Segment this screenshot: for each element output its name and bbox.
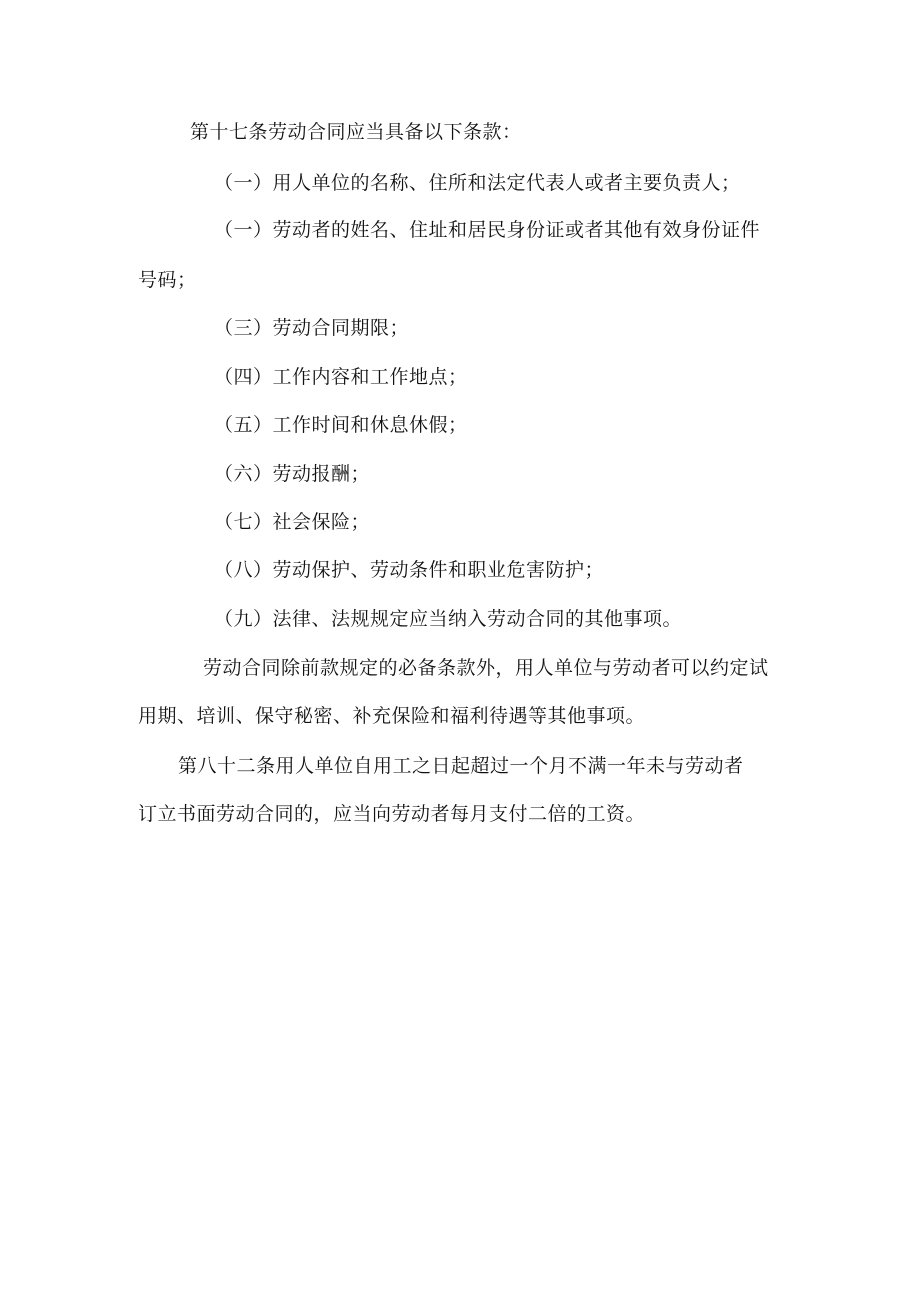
supplement-paragraph-line: 用期、培训、保守秘密、补充保险和福利待遇等其他事项。 (138, 705, 646, 727)
clause-item: （三）劳动合同期限； (214, 317, 410, 339)
clause-item: （一）用人单位的名称、住所和法定代表人或者主要负责人； (214, 172, 741, 194)
article-82-line: 订立书面劳动合同的，应当向劳动者每月支付二倍的工资。 (138, 803, 646, 825)
clause-item: （八）劳动保护、劳动条件和职业危害防护； (214, 559, 605, 581)
clause-item: （五）工作时间和休息休假； (214, 414, 468, 436)
clause-item: （一）劳动者的姓名、住址和居民身份证或者其他有效身份证件 (214, 219, 761, 241)
clause-item: （六）劳动报酬； (214, 463, 371, 485)
article-17-heading: 第十七条劳动合同应当具备以下条款： (190, 121, 522, 143)
clause-item: （四）工作内容和工作地点； (214, 366, 468, 388)
article-82-line: 第八十二条用人单位自用工之日起超过一个月不满一年未与劳动者 (178, 755, 744, 777)
clause-item: （九）法律、法规规定应当纳入劳动合同的其他事项。 (214, 608, 683, 630)
supplement-paragraph-line: 劳动合同除前款规定的必备条款外，用人单位与劳动者可以约定试 (203, 657, 769, 679)
clause-item: （七）社会保险； (214, 511, 371, 533)
clause-item-continuation: 号码； (138, 269, 197, 291)
